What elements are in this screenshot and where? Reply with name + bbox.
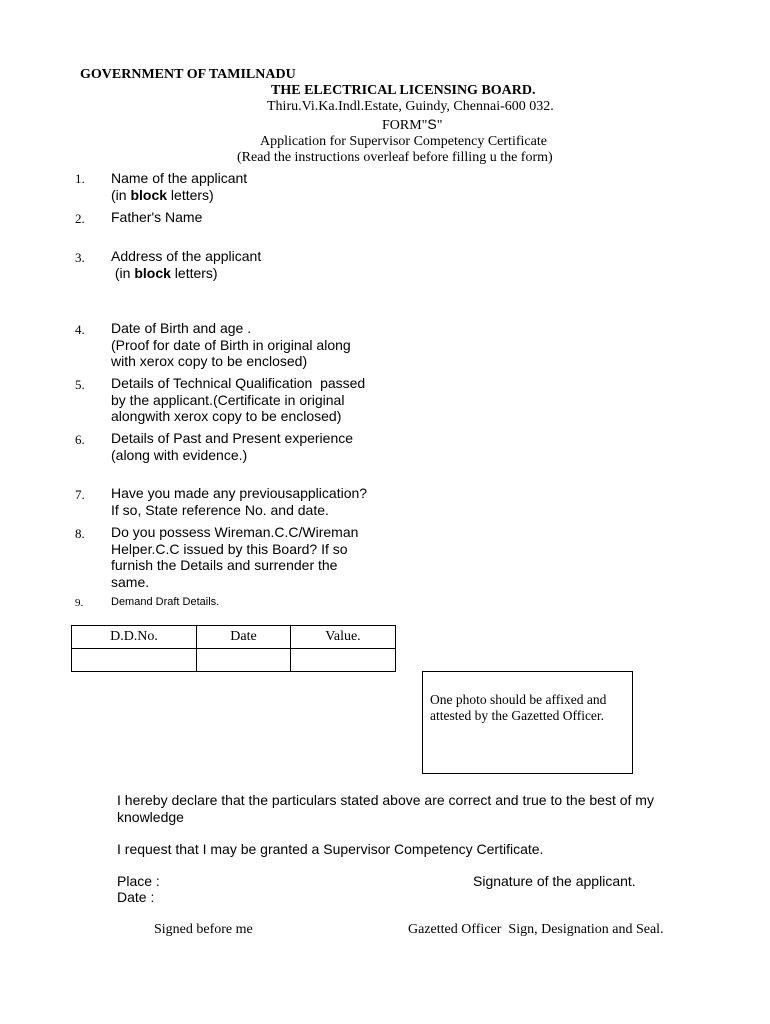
- item-previous-application: Have you made any previousapplication? If so, State reference No. and date.: [111, 485, 368, 518]
- item-wireman-certificate: Do you possess Wireman.C.C/Wireman Helper.C.C issued by this Board? If so furnish the Details and surrender the same.: [111, 524, 359, 590]
- item-number: 9.: [75, 597, 84, 609]
- dd-value-cell[interactable]: [291, 649, 396, 672]
- applicant-signature-label: Signature of the applicant.: [473, 873, 636, 889]
- instructions-note: (Read the instructions overleaf before filling u the form): [237, 150, 553, 165]
- dd-number-header: D.D.No.: [72, 626, 197, 649]
- dd-date-header: Date: [197, 626, 291, 649]
- item-number: 3.: [75, 250, 85, 265]
- item-applicant-name: Name of the applicant (in block letters): [111, 170, 248, 203]
- item-number: 4.: [75, 322, 85, 337]
- form-title: FORM"S": [382, 116, 443, 133]
- table-header-row: [72, 626, 396, 649]
- dd-date-cell[interactable]: [197, 649, 291, 672]
- item-number: 1.: [75, 171, 85, 186]
- item-number: 7.: [75, 487, 85, 502]
- item-demand-draft: Demand Draft Details.: [111, 596, 220, 608]
- signed-before-me: Signed before me: [154, 922, 253, 937]
- request-text: I request that I may be granted a Supervisor Competency Certificate.: [117, 841, 544, 857]
- gazetted-officer-seal: Gazetted Officer Sign, Designation and Seal.: [408, 922, 664, 937]
- item-fathers-name: Father's Name: [111, 209, 203, 225]
- photo-box: [422, 671, 633, 774]
- demand-draft-table: [71, 625, 396, 672]
- item-number: 6.: [75, 432, 85, 447]
- board-title: THE ELECTRICAL LICENSING BOARD.: [271, 83, 536, 98]
- declaration-text: I hereby declare that the particulars stated above are correct and true to the best of my knowledge: [117, 792, 654, 825]
- place-label: Place :: [117, 873, 160, 889]
- photo-instructions: One photo should be affixed and attested by the Gazetted Officer.: [430, 692, 607, 723]
- board-address: Thiru.Vi.Ka.Indl.Estate, Guindy, Chennai-600 032.: [267, 99, 554, 114]
- item-number: 8.: [75, 526, 85, 541]
- item-address: Address of the applicant (in block letters): [111, 248, 262, 281]
- government-title: GOVERNMENT OF TAMILNADU: [80, 67, 296, 82]
- dd-value-header: Value.: [291, 626, 396, 649]
- application-title: Application for Supervisor Competency Certificate: [260, 134, 547, 149]
- item-date-of-birth: Date of Birth and age . (Proof for date of Birth in original along with xerox copy to be enclosed): [111, 320, 351, 369]
- item-experience: Details of Past and Present experience (along with evidence.): [111, 430, 354, 463]
- date-label: Date :: [117, 889, 155, 905]
- item-number: 5.: [75, 377, 85, 392]
- item-number: 2.: [75, 211, 85, 226]
- item-technical-qualification: Details of Technical Qualification passed by the applicant.(Certificate in original alongwith xerox copy to be enclosed): [111, 375, 366, 424]
- dd-number-cell[interactable]: [72, 649, 197, 672]
- table-row: [72, 649, 396, 672]
